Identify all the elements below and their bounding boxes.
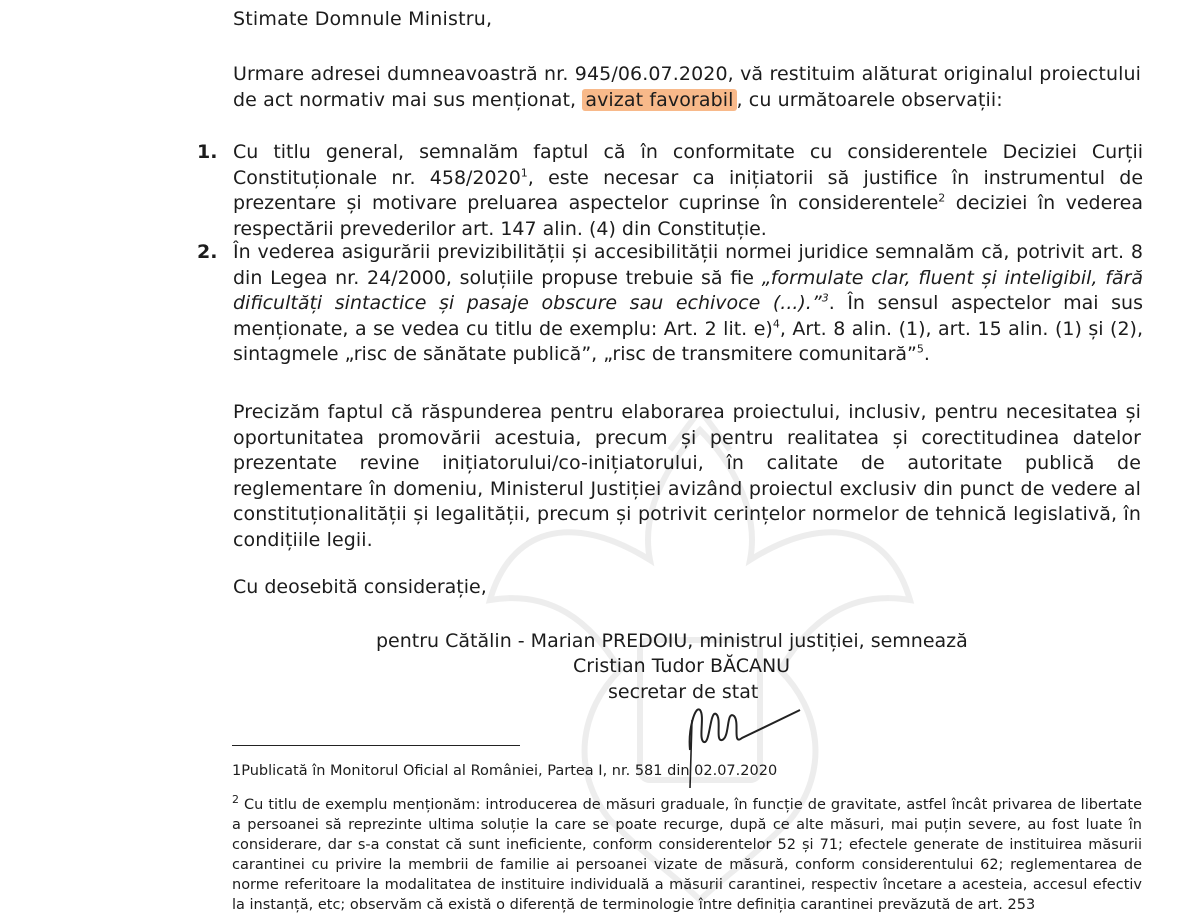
footnote-ref: 2 [938,191,946,205]
observation-text [233,140,1143,242]
intro-text-end: , cu următoarele observații: [736,88,1003,111]
footnote-ref: 4 [772,317,780,331]
footnote-ref: 1 [520,166,528,180]
observation-text [233,240,1143,368]
intro-text: Urmare adresei dumneavoastră nr. 945/06.07.2020, vă restituim alăturat originalul proiectului de act normativ mai sus menționat, [233,63,1141,111]
signature-line-1: pentru Cătălin - Marian PREDOIU, ministrul justiției, semnează [376,630,968,652]
observation-text-part: . În sensul aspectelor mai sus menționate, a se vedea cu titlu de exemplu: Art. 2 lit. e) [233,292,1143,340]
item-number: 1. [197,141,218,163]
signatory-name: Cristian Tudor BĂCANU [573,655,791,677]
observation-item-2 [197,240,1143,368]
footnote-number: 2 [232,793,239,807]
intro-paragraph [233,62,1141,113]
observation-text-part: . [923,343,930,365]
footnote-1: 1Publicată în Monitorul Oficial al României, Partea I, nr. 581 din 02.07.2020 [232,763,778,779]
observation-text-part: deciziei în vederea respectării prevederilor art. 147 alin. (4) din Constituție. [233,192,1143,240]
observation-text-part: , este necesar ca inițiatorii să justifice în instrumentul de prezentare și motivare preluarea aspectelor cuprinse în considerentele [233,166,1144,214]
footnote-2 [232,795,1142,915]
responsibility-paragraph: Precizăm faptul că răspunderea pentru elaborarea proiectului, inclusiv, pentru necesitatea și oportunitatea promovării acestuia, precum și pentru realitatea și corectitudinea datelor prezentate revine inițiatorului/co-inițiatorului, în calitate de autoritate publică de reglementare în domeniu, Ministerul Justiției avizând proiectul exclusiv din punct de vedere al constituționalității și legalității, precum și potrivit cerințelor normelor de tehnică legislativă, în condițiile legii. [233,401,1141,551]
observation-text-part: Cu titlu general, semnalăm faptul că în conformitate cu considerentele Deciziei Curții Constituționale nr. 458/2020 [233,141,1143,189]
closing-formula: Cu deosebită considerație, [233,576,487,598]
footnote-ref: 3 [821,291,829,305]
signatory-title: secretar de stat [608,681,759,703]
observation-text-part: , Art. 8 alin. (1), art. 15 alin. (1) și (2), sintagmele „risc de sănătate publică”, „risc de transmitere comunitară” [233,317,1143,365]
footnote-separator [232,745,520,746]
item-number: 2. [197,241,218,263]
footnote-2-text: Cu titlu de exemplu menționăm: introducerea de măsuri graduale, în funcție de gravitate, astfel încât privarea de libertate a persoanei să reprezinte ultima soluție la care se poate recurge, după ce alte măsuri, mai puțin severe, au fost luate în considerare, dar s-a constat că sunt ineficiente, conform considerentelor 52 și 71; efectele generate de instituirea măsurii carantinei cu privire la membrii de familie ai persoanei vizate de măsură, conform considerentului 62; reglementarea de norme referitoare la modalitatea de instituire individuală a măsurii carantinei, respectiv încetare a acesteia, accesul efectiv la instanță, etc; observăm că există o diferență de terminologie între definiția carantinei prevăzută de art. 253 [232,797,1142,913]
observation-item-1 [197,140,1143,242]
footnote-ref: 5 [916,342,924,356]
salutation: Stimate Domnule Ministru, [233,8,493,30]
observation-text-part: În vederea asigurării previzibilității și accesibilității normei juridice semnalăm că, potrivit art. 8 din Legea nr. 24/2000, soluțiile propuse trebuie să fie [233,241,1143,289]
law-quote: „formulate clar, fluent și inteligibil, fără dificultăți sintactice și pasaje obscure sau echivoce (...).” [233,266,1143,314]
highlighted-text: avizat favorabil [582,89,736,111]
